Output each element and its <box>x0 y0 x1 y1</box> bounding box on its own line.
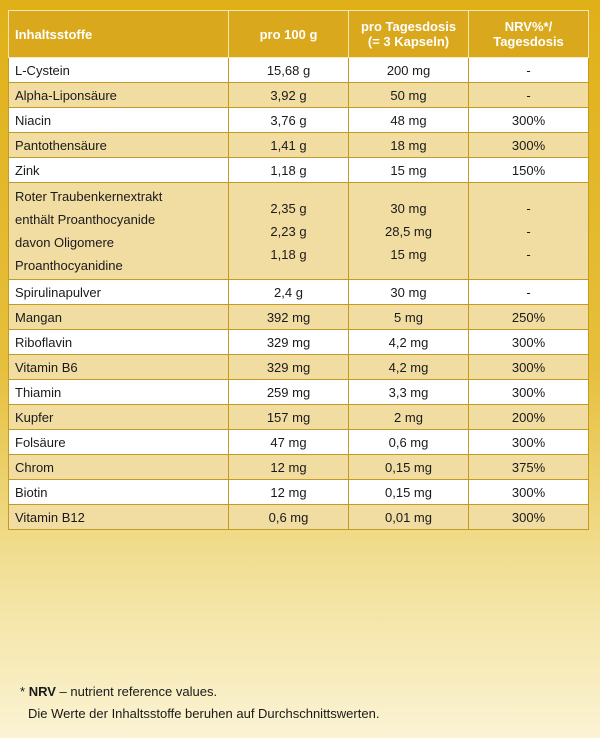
cell-nrv: 250% <box>469 305 589 330</box>
cell-daily: 2 mg <box>349 405 469 430</box>
cell-nrv: 300% <box>469 108 589 133</box>
table-row <box>9 280 589 305</box>
footnote-line1 <box>20 681 379 703</box>
cell-name: Kupfer <box>9 405 229 430</box>
cell-nrv: 300% <box>469 330 589 355</box>
cell-nrv: 200% <box>469 405 589 430</box>
cell-nrv: - <box>469 83 589 108</box>
cell-daily: 0,15 mg <box>349 455 469 480</box>
header-nrv-line2: Tagesdosis <box>493 34 564 49</box>
cell-daily: 50 mg <box>349 83 469 108</box>
cell-daily: 5 mg <box>349 305 469 330</box>
cell-daily: 15 mg <box>349 158 469 183</box>
table-row <box>9 405 589 430</box>
footnote-abbr: NRV <box>28 684 56 699</box>
footnote <box>20 681 379 725</box>
cell-name: L-Cystein <box>9 58 229 83</box>
cell-per100 <box>229 183 349 280</box>
header-daily-line1: pro Tagesdosis <box>360 19 457 34</box>
cell-name: Riboflavin <box>9 330 229 355</box>
cell-nrv: 150% <box>469 158 589 183</box>
table-row <box>9 305 589 330</box>
cell-name: Spirulinapulver <box>9 280 229 305</box>
cell-daily: 3,3 mg <box>349 380 469 405</box>
table-header-row <box>9 11 589 58</box>
cell-per100: 157 mg <box>229 405 349 430</box>
cell-name: Vitamin B12 <box>9 505 229 530</box>
cell-nrv: 300% <box>469 430 589 455</box>
header-daily-line2: (= 3 Kapseln) <box>367 34 450 49</box>
footnote-star: * <box>20 684 26 699</box>
cell-nrv: 300% <box>469 380 589 405</box>
header-per-daily-dose <box>349 11 469 58</box>
cell-name: Thiamin <box>9 380 229 405</box>
cell-per100: 3,76 g <box>229 108 349 133</box>
cell-per100: 1,41 g <box>229 133 349 158</box>
cell-per100: 15,68 g <box>229 58 349 83</box>
cell-per100-line: 2,35 g <box>270 200 307 216</box>
table-row <box>9 430 589 455</box>
cell-per100: 259 mg <box>229 380 349 405</box>
cell-name: Alpha-Liponsäure <box>9 83 229 108</box>
cell-nrv: 375% <box>469 455 589 480</box>
table-row <box>9 330 589 355</box>
cell-nrv: 300% <box>469 355 589 380</box>
cell-name-line: enthält Proanthocyanide <box>15 212 156 227</box>
cell-per100-line: 2,23 g <box>270 223 307 239</box>
cell-per100: 47 mg <box>229 430 349 455</box>
cell-per100: 12 mg <box>229 480 349 505</box>
cell-daily: 4,2 mg <box>349 355 469 380</box>
cell-nrv: 300% <box>469 480 589 505</box>
cell-nrv <box>469 183 589 280</box>
table-row <box>9 133 589 158</box>
footnote-definition: – nutrient reference values. <box>55 684 218 699</box>
cell-per100: 392 mg <box>229 305 349 330</box>
cell-nrv-line: - <box>526 200 531 216</box>
table-row <box>9 108 589 133</box>
cell-per100: 0,6 mg <box>229 505 349 530</box>
cell-per100: 2,4 g <box>229 280 349 305</box>
header-per-100g: pro 100 g <box>229 11 349 58</box>
cell-name: Pantothensäure <box>9 133 229 158</box>
cell-per100: 12 mg <box>229 455 349 480</box>
header-nrv-line1: NRV%*/ <box>504 19 553 34</box>
nutrition-table <box>8 10 589 530</box>
table-row <box>9 158 589 183</box>
cell-nrv: - <box>469 58 589 83</box>
cell-name: Folsäure <box>9 430 229 455</box>
cell-nrv: - <box>469 280 589 305</box>
cell-daily-line: 30 mg <box>390 200 427 216</box>
cell-per100: 329 mg <box>229 355 349 380</box>
cell-daily: 4,2 mg <box>349 330 469 355</box>
footnote-line2: Die Werte der Inhaltsstoffe beruhen auf Durchschnittswerten. <box>28 706 380 721</box>
cell-nrv: 300% <box>469 133 589 158</box>
header-nrv <box>469 11 589 58</box>
cell-per100: 3,92 g <box>229 83 349 108</box>
cell-per100: 329 mg <box>229 330 349 355</box>
table-row <box>9 480 589 505</box>
cell-daily: 18 mg <box>349 133 469 158</box>
cell-name: Chrom <box>9 455 229 480</box>
cell-daily: 0,01 mg <box>349 505 469 530</box>
cell-name-line: davon Oligomere Proanthocyanidine <box>15 235 123 273</box>
cell-name: Biotin <box>9 480 229 505</box>
cell-daily: 200 mg <box>349 58 469 83</box>
table-row <box>9 83 589 108</box>
cell-name-line: Roter Traubenkernextrakt <box>15 189 163 204</box>
cell-nrv: 300% <box>469 505 589 530</box>
cell-name <box>9 183 229 280</box>
cell-name: Vitamin B6 <box>9 355 229 380</box>
cell-daily: 0,15 mg <box>349 480 469 505</box>
cell-per100: 1,18 g <box>229 158 349 183</box>
table-row <box>9 380 589 405</box>
header-ingredients: Inhaltsstoffe <box>9 11 229 58</box>
cell-daily: 30 mg <box>349 280 469 305</box>
cell-name: Niacin <box>9 108 229 133</box>
cell-daily <box>349 183 469 280</box>
table-row <box>9 58 589 83</box>
table-row <box>9 455 589 480</box>
cell-name: Zink <box>9 158 229 183</box>
table-row <box>9 355 589 380</box>
cell-daily-line: 15 mg <box>390 246 427 262</box>
table-row-grape-seed <box>9 183 589 280</box>
cell-nrv-line: - <box>526 246 531 262</box>
cell-daily: 0,6 mg <box>349 430 469 455</box>
cell-daily-line: 28,5 mg <box>385 223 432 239</box>
cell-name: Mangan <box>9 305 229 330</box>
cell-per100-line: 1,18 g <box>270 246 307 262</box>
cell-nrv-line: - <box>526 223 531 239</box>
cell-daily: 48 mg <box>349 108 469 133</box>
table-row <box>9 505 589 530</box>
